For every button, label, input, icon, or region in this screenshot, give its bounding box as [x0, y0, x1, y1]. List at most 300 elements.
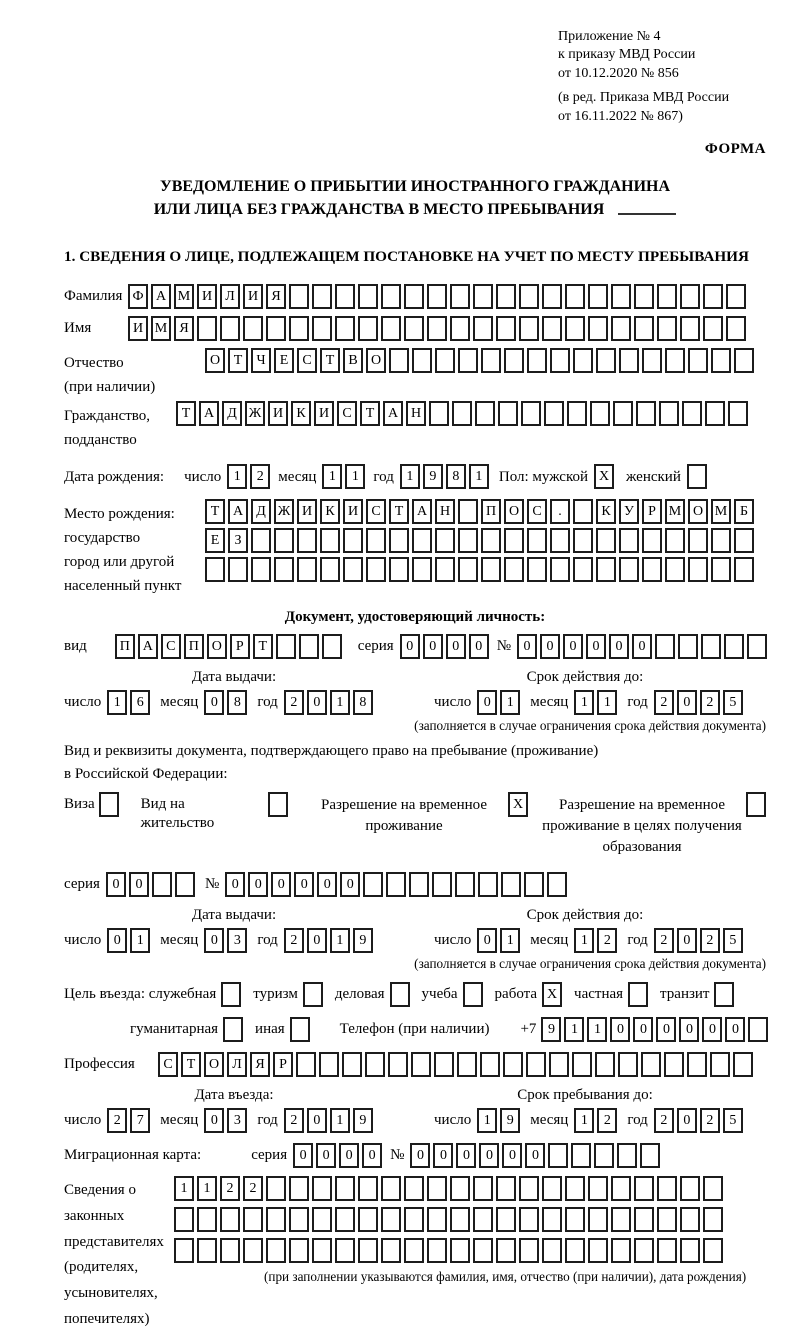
char-cell[interactable] — [475, 401, 495, 426]
res-number-input[interactable] — [225, 872, 567, 897]
char-cell[interactable]: 6 — [130, 690, 150, 715]
char-cell[interactable] — [519, 1176, 539, 1201]
char-cell[interactable] — [619, 528, 639, 553]
purpose-study-checkbox[interactable] — [463, 982, 483, 1007]
char-cell[interactable]: 1 — [330, 690, 350, 715]
char-cell[interactable]: Т — [176, 401, 196, 426]
char-cell[interactable] — [701, 634, 721, 659]
char-cell[interactable] — [618, 1052, 638, 1077]
char-cell[interactable] — [335, 1238, 355, 1263]
char-cell[interactable] — [711, 557, 731, 582]
char-cell[interactable] — [365, 1052, 385, 1077]
char-cell[interactable] — [481, 557, 501, 582]
char-cell[interactable]: 1 — [469, 464, 489, 489]
char-cell[interactable] — [680, 1176, 700, 1201]
char-cell[interactable] — [549, 1052, 569, 1077]
char-cell[interactable]: З — [228, 528, 248, 553]
char-cell[interactable] — [243, 316, 263, 341]
char-cell[interactable]: 0 — [294, 872, 314, 897]
char-cell[interactable] — [519, 1207, 539, 1232]
char-cell[interactable]: 0 — [307, 690, 327, 715]
char-cell[interactable]: 8 — [227, 690, 247, 715]
res-series-input[interactable] — [106, 872, 195, 897]
char-cell[interactable]: 2 — [700, 928, 720, 953]
char-cell[interactable] — [266, 1207, 286, 1232]
char-cell[interactable] — [594, 1143, 614, 1168]
char-cell[interactable]: 1 — [500, 928, 520, 953]
char-cell[interactable]: 1 — [107, 690, 127, 715]
id-issue-year-input[interactable] — [284, 690, 373, 715]
char-cell[interactable]: М — [711, 499, 731, 524]
char-cell[interactable]: 1 — [400, 464, 420, 489]
char-cell[interactable] — [498, 401, 518, 426]
char-cell[interactable]: 0 — [677, 1108, 697, 1133]
char-cell[interactable] — [595, 1052, 615, 1077]
birth-place-input-row3[interactable] — [205, 557, 754, 582]
char-cell[interactable] — [289, 316, 309, 341]
char-cell[interactable] — [450, 1238, 470, 1263]
char-cell[interactable]: 1 — [197, 1176, 217, 1201]
char-cell[interactable] — [573, 499, 593, 524]
char-cell[interactable] — [542, 1176, 562, 1201]
char-cell[interactable] — [297, 557, 317, 582]
char-cell[interactable]: 3 — [227, 1108, 247, 1133]
char-cell[interactable] — [289, 1238, 309, 1263]
char-cell[interactable] — [197, 1238, 217, 1263]
res-valid-year-input[interactable] — [654, 928, 743, 953]
char-cell[interactable]: Е — [205, 528, 225, 553]
char-cell[interactable] — [381, 1238, 401, 1263]
char-cell[interactable]: 3 — [227, 928, 247, 953]
char-cell[interactable]: С — [158, 1052, 178, 1077]
char-cell[interactable] — [251, 528, 271, 553]
guardians-input-row2[interactable] — [174, 1207, 746, 1232]
char-cell[interactable]: 0 — [525, 1143, 545, 1168]
char-cell[interactable]: 2 — [284, 928, 304, 953]
char-cell[interactable] — [665, 528, 685, 553]
char-cell[interactable] — [527, 348, 547, 373]
char-cell[interactable]: 0 — [271, 872, 291, 897]
profession-input[interactable] — [158, 1052, 753, 1077]
char-cell[interactable] — [503, 1052, 523, 1077]
char-cell[interactable] — [703, 316, 723, 341]
char-cell[interactable]: П — [184, 634, 204, 659]
char-cell[interactable] — [496, 1238, 516, 1263]
purpose-official-checkbox[interactable] — [221, 982, 241, 1007]
char-cell[interactable]: Д — [251, 499, 271, 524]
birth-month-input[interactable] — [322, 464, 365, 489]
char-cell[interactable]: А — [412, 499, 432, 524]
char-cell[interactable]: А — [151, 284, 171, 309]
char-cell[interactable] — [550, 528, 570, 553]
char-cell[interactable]: К — [596, 499, 616, 524]
char-cell[interactable]: 1 — [500, 690, 520, 715]
char-cell[interactable] — [504, 528, 524, 553]
char-cell[interactable] — [388, 1052, 408, 1077]
char-cell[interactable] — [274, 528, 294, 553]
char-cell[interactable]: Л — [220, 284, 240, 309]
char-cell[interactable] — [688, 528, 708, 553]
char-cell[interactable] — [550, 348, 570, 373]
birth-year-input[interactable] — [400, 464, 489, 489]
char-cell[interactable] — [389, 557, 409, 582]
char-cell[interactable] — [381, 1207, 401, 1232]
id-kind-input[interactable] — [115, 634, 342, 659]
mig-series-input[interactable] — [293, 1143, 382, 1168]
temp-residence-edu-checkbox[interactable] — [746, 792, 766, 817]
char-cell[interactable] — [657, 1238, 677, 1263]
char-cell[interactable] — [450, 284, 470, 309]
name-input[interactable] — [128, 316, 746, 341]
char-cell[interactable] — [665, 557, 685, 582]
char-cell[interactable]: П — [115, 634, 135, 659]
char-cell[interactable]: У — [619, 499, 639, 524]
char-cell[interactable] — [450, 1207, 470, 1232]
id-series-input[interactable] — [400, 634, 489, 659]
char-cell[interactable]: И — [243, 284, 263, 309]
char-cell[interactable]: X — [594, 464, 614, 489]
char-cell[interactable]: 9 — [353, 928, 373, 953]
char-cell[interactable]: Ф — [128, 284, 148, 309]
char-cell[interactable]: 0 — [307, 1108, 327, 1133]
char-cell[interactable] — [473, 1238, 493, 1263]
char-cell[interactable]: И — [314, 401, 334, 426]
char-cell[interactable] — [389, 528, 409, 553]
char-cell[interactable] — [748, 1017, 768, 1042]
char-cell[interactable] — [688, 557, 708, 582]
purpose-private-checkbox[interactable] — [628, 982, 648, 1007]
char-cell[interactable] — [358, 1207, 378, 1232]
char-cell[interactable] — [542, 1207, 562, 1232]
char-cell[interactable] — [343, 528, 363, 553]
char-cell[interactable] — [657, 1207, 677, 1232]
char-cell[interactable]: С — [366, 499, 386, 524]
char-cell[interactable]: 0 — [204, 690, 224, 715]
char-cell[interactable] — [480, 1052, 500, 1077]
char-cell[interactable] — [680, 1207, 700, 1232]
char-cell[interactable]: Я — [266, 284, 286, 309]
char-cell[interactable]: 0 — [609, 634, 629, 659]
char-cell[interactable] — [429, 401, 449, 426]
purpose-other-checkbox[interactable] — [290, 1017, 310, 1042]
char-cell[interactable] — [223, 1017, 243, 1042]
char-cell[interactable]: 0 — [477, 928, 497, 953]
char-cell[interactable] — [588, 284, 608, 309]
char-cell[interactable]: А — [383, 401, 403, 426]
char-cell[interactable]: 0 — [517, 634, 537, 659]
char-cell[interactable] — [665, 348, 685, 373]
char-cell[interactable]: Ч — [251, 348, 271, 373]
id-issue-day-input[interactable] — [107, 690, 150, 715]
purpose-transit-checkbox[interactable] — [714, 982, 734, 1007]
char-cell[interactable]: А — [138, 634, 158, 659]
char-cell[interactable]: 0 — [340, 872, 360, 897]
char-cell[interactable] — [174, 1207, 194, 1232]
char-cell[interactable] — [296, 1052, 316, 1077]
res-valid-month-input[interactable] — [574, 928, 617, 953]
char-cell[interactable] — [404, 1238, 424, 1263]
char-cell[interactable]: 2 — [654, 928, 674, 953]
char-cell[interactable]: Р — [230, 634, 250, 659]
char-cell[interactable] — [342, 1052, 362, 1077]
guardians-input-row3[interactable] — [174, 1238, 746, 1263]
id-valid-month-input[interactable] — [574, 690, 617, 715]
char-cell[interactable] — [703, 1238, 723, 1263]
char-cell[interactable] — [688, 348, 708, 373]
char-cell[interactable] — [634, 316, 654, 341]
char-cell[interactable] — [634, 1238, 654, 1263]
char-cell[interactable] — [655, 634, 675, 659]
stay-month-input[interactable] — [574, 1108, 617, 1133]
char-cell[interactable]: 8 — [353, 690, 373, 715]
char-cell[interactable]: И — [268, 401, 288, 426]
char-cell[interactable] — [611, 1207, 631, 1232]
char-cell[interactable]: М — [151, 316, 171, 341]
purpose-humanitarian-checkbox[interactable] — [223, 1017, 243, 1042]
char-cell[interactable] — [588, 316, 608, 341]
char-cell[interactable]: 0 — [204, 928, 224, 953]
char-cell[interactable] — [565, 1207, 585, 1232]
char-cell[interactable]: 0 — [225, 872, 245, 897]
char-cell[interactable] — [527, 528, 547, 553]
char-cell[interactable] — [303, 982, 323, 1007]
char-cell[interactable] — [617, 1143, 637, 1168]
char-cell[interactable] — [290, 1017, 310, 1042]
entry-year-input[interactable] — [284, 1108, 373, 1133]
char-cell[interactable] — [411, 1052, 431, 1077]
char-cell[interactable] — [504, 348, 524, 373]
char-cell[interactable] — [312, 1176, 332, 1201]
citizenship-input[interactable] — [176, 401, 748, 426]
char-cell[interactable] — [473, 316, 493, 341]
char-cell[interactable] — [657, 1176, 677, 1201]
char-cell[interactable]: 0 — [677, 690, 697, 715]
char-cell[interactable] — [687, 1052, 707, 1077]
char-cell[interactable] — [542, 1238, 562, 1263]
char-cell[interactable]: 2 — [284, 690, 304, 715]
char-cell[interactable] — [710, 1052, 730, 1077]
char-cell[interactable] — [152, 872, 172, 897]
char-cell[interactable] — [504, 557, 524, 582]
char-cell[interactable] — [221, 982, 241, 1007]
char-cell[interactable] — [680, 284, 700, 309]
char-cell[interactable]: 0 — [293, 1143, 313, 1168]
char-cell[interactable]: 9 — [423, 464, 443, 489]
char-cell[interactable] — [746, 792, 766, 817]
char-cell[interactable]: 9 — [500, 1108, 520, 1133]
char-cell[interactable] — [634, 284, 654, 309]
char-cell[interactable] — [642, 348, 662, 373]
char-cell[interactable]: И — [197, 284, 217, 309]
char-cell[interactable] — [724, 634, 744, 659]
char-cell[interactable]: 0 — [477, 690, 497, 715]
char-cell[interactable] — [703, 1207, 723, 1232]
char-cell[interactable] — [243, 1207, 263, 1232]
char-cell[interactable]: Б — [734, 499, 754, 524]
char-cell[interactable] — [611, 284, 631, 309]
char-cell[interactable] — [596, 528, 616, 553]
char-cell[interactable] — [450, 1176, 470, 1201]
purpose-tourism-checkbox[interactable] — [303, 982, 323, 1007]
char-cell[interactable] — [567, 401, 587, 426]
char-cell[interactable]: 0 — [106, 872, 126, 897]
char-cell[interactable]: 1 — [477, 1108, 497, 1133]
char-cell[interactable] — [642, 528, 662, 553]
char-cell[interactable] — [335, 1176, 355, 1201]
char-cell[interactable] — [412, 348, 432, 373]
char-cell[interactable] — [703, 284, 723, 309]
char-cell[interactable] — [703, 1176, 723, 1201]
char-cell[interactable]: Р — [642, 499, 662, 524]
char-cell[interactable]: С — [161, 634, 181, 659]
char-cell[interactable]: 0 — [307, 928, 327, 953]
char-cell[interactable] — [412, 528, 432, 553]
char-cell[interactable]: Т — [389, 499, 409, 524]
char-cell[interactable] — [386, 872, 406, 897]
char-cell[interactable] — [496, 284, 516, 309]
char-cell[interactable]: О — [204, 1052, 224, 1077]
patronymic-input[interactable] — [205, 348, 754, 373]
char-cell[interactable] — [289, 1207, 309, 1232]
char-cell[interactable] — [636, 401, 656, 426]
char-cell[interactable]: 0 — [540, 634, 560, 659]
char-cell[interactable] — [450, 316, 470, 341]
phone-input[interactable] — [541, 1017, 768, 1042]
char-cell[interactable] — [657, 316, 677, 341]
char-cell[interactable] — [99, 792, 119, 817]
char-cell[interactable] — [728, 401, 748, 426]
char-cell[interactable]: 2 — [250, 464, 270, 489]
char-cell[interactable]: 0 — [725, 1017, 745, 1042]
char-cell[interactable]: 0 — [633, 1017, 653, 1042]
sex-male-checkbox[interactable] — [594, 464, 614, 489]
char-cell[interactable]: 8 — [446, 464, 466, 489]
char-cell[interactable]: Ж — [245, 401, 265, 426]
char-cell[interactable] — [659, 401, 679, 426]
char-cell[interactable] — [547, 872, 567, 897]
char-cell[interactable] — [266, 316, 286, 341]
char-cell[interactable]: 9 — [541, 1017, 561, 1042]
char-cell[interactable]: 1 — [330, 1108, 350, 1133]
char-cell[interactable]: 0 — [107, 928, 127, 953]
char-cell[interactable]: 5 — [723, 1108, 743, 1133]
temp-residence-checkbox[interactable] — [508, 792, 528, 817]
char-cell[interactable]: 0 — [479, 1143, 499, 1168]
char-cell[interactable] — [175, 872, 195, 897]
char-cell[interactable]: Л — [227, 1052, 247, 1077]
char-cell[interactable]: 2 — [243, 1176, 263, 1201]
char-cell[interactable] — [527, 557, 547, 582]
char-cell[interactable] — [404, 1207, 424, 1232]
char-cell[interactable] — [711, 528, 731, 553]
char-cell[interactable] — [519, 1238, 539, 1263]
char-cell[interactable]: 0 — [586, 634, 606, 659]
char-cell[interactable] — [320, 557, 340, 582]
char-cell[interactable] — [322, 634, 342, 659]
char-cell[interactable] — [434, 1052, 454, 1077]
char-cell[interactable] — [220, 1207, 240, 1232]
char-cell[interactable] — [473, 1176, 493, 1201]
stay-year-input[interactable] — [654, 1108, 743, 1133]
char-cell[interactable]: О — [366, 348, 386, 373]
char-cell[interactable] — [289, 1176, 309, 1201]
char-cell[interactable] — [588, 1176, 608, 1201]
char-cell[interactable] — [611, 1238, 631, 1263]
stay-day-input[interactable] — [477, 1108, 520, 1133]
char-cell[interactable] — [455, 872, 475, 897]
purpose-work-checkbox[interactable] — [542, 982, 562, 1007]
char-cell[interactable]: О — [688, 499, 708, 524]
char-cell[interactable] — [243, 1238, 263, 1263]
char-cell[interactable] — [714, 982, 734, 1007]
char-cell[interactable] — [358, 1176, 378, 1201]
char-cell[interactable]: Д — [222, 401, 242, 426]
char-cell[interactable]: Н — [406, 401, 426, 426]
char-cell[interactable]: 1 — [574, 690, 594, 715]
char-cell[interactable]: 1 — [587, 1017, 607, 1042]
char-cell[interactable] — [297, 528, 317, 553]
char-cell[interactable]: 1 — [574, 928, 594, 953]
char-cell[interactable] — [390, 982, 410, 1007]
char-cell[interactable]: 1 — [345, 464, 365, 489]
char-cell[interactable] — [404, 284, 424, 309]
char-cell[interactable] — [381, 316, 401, 341]
char-cell[interactable] — [389, 348, 409, 373]
char-cell[interactable]: 5 — [723, 928, 743, 953]
char-cell[interactable]: 2 — [654, 1108, 674, 1133]
char-cell[interactable] — [682, 401, 702, 426]
id-valid-year-input[interactable] — [654, 690, 743, 715]
char-cell[interactable] — [312, 1238, 332, 1263]
char-cell[interactable]: 2 — [597, 928, 617, 953]
char-cell[interactable] — [312, 316, 332, 341]
char-cell[interactable]: 1 — [130, 928, 150, 953]
sex-female-checkbox[interactable] — [687, 464, 707, 489]
char-cell[interactable] — [544, 401, 564, 426]
char-cell[interactable] — [381, 1176, 401, 1201]
char-cell[interactable]: Ж — [274, 499, 294, 524]
char-cell[interactable] — [496, 1176, 516, 1201]
char-cell[interactable] — [319, 1052, 339, 1077]
char-cell[interactable] — [496, 316, 516, 341]
char-cell[interactable] — [573, 348, 593, 373]
char-cell[interactable]: . — [550, 499, 570, 524]
char-cell[interactable] — [358, 284, 378, 309]
char-cell[interactable] — [463, 982, 483, 1007]
id-number-input[interactable] — [517, 634, 767, 659]
char-cell[interactable] — [312, 1207, 332, 1232]
char-cell[interactable] — [228, 557, 248, 582]
char-cell[interactable] — [705, 401, 725, 426]
char-cell[interactable]: 2 — [654, 690, 674, 715]
char-cell[interactable] — [366, 557, 386, 582]
char-cell[interactable] — [588, 1238, 608, 1263]
char-cell[interactable]: О — [504, 499, 524, 524]
char-cell[interactable] — [276, 634, 296, 659]
char-cell[interactable]: И — [297, 499, 317, 524]
char-cell[interactable] — [590, 401, 610, 426]
residence-permit-checkbox[interactable] — [268, 792, 288, 817]
char-cell[interactable]: 0 — [502, 1143, 522, 1168]
char-cell[interactable] — [596, 557, 616, 582]
char-cell[interactable] — [634, 1207, 654, 1232]
char-cell[interactable] — [565, 284, 585, 309]
char-cell[interactable] — [565, 1176, 585, 1201]
char-cell[interactable]: 0 — [456, 1143, 476, 1168]
char-cell[interactable] — [381, 284, 401, 309]
char-cell[interactable] — [412, 557, 432, 582]
char-cell[interactable]: Т — [360, 401, 380, 426]
